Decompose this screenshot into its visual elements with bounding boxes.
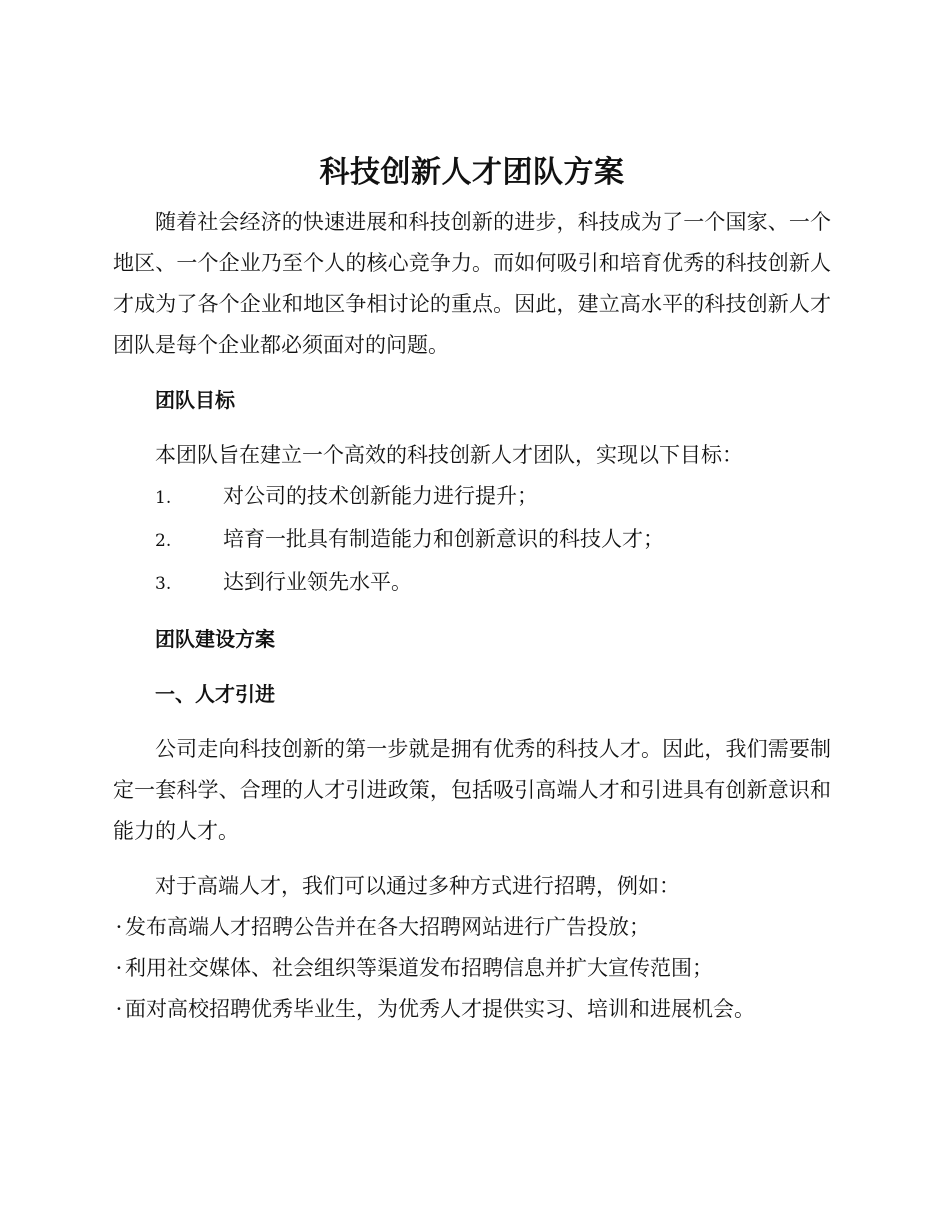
recruit-bullet-item [113,948,831,989]
goal-text: 达到行业领先水平。 [223,570,412,594]
talent-intro-paragraph: 公司走向科技创新的第一步就是拥有优秀的科技人才。因此，我们需要制定一套科学、合理的人才引进政策，包括吸引高端人才和引进具有创新意识和能力的人才。 [113,737,831,843]
goal-number: 1. [155,488,172,508]
goals-lead-paragraph: 本团队旨在建立一个高效的科技创新人才团队，实现以下目标： [155,443,743,467]
goal-list-item [113,519,831,562]
goal-text: 对公司的技术创新能力进行提升； [223,484,538,508]
bullet-dot-icon: · [115,956,123,980]
bullet-dot-icon: · [115,915,123,939]
bullet-dot-icon: · [115,997,123,1021]
goal-number: 3. [155,574,172,594]
goal-list-item [113,476,831,519]
recruit-bullet-item [113,907,831,948]
plan-heading: 团队建设方案 [155,627,275,651]
intro-paragraph: 随着社会经济的快速进展和科技创新的进步，科技成为了一个国家、一个地区、一个企业乃至个人的核心竞争力。而如何吸引和培育优秀的科技创新人才成为了各个企业和地区争相讨论的重点。因此，建立高水平的科技创新人才团队是每个企业都必须面对的问题。 [113,210,831,357]
recruit-bullet-item [113,989,831,1030]
bullet-text: 面对高校招聘优秀毕业生，为优秀人才提供实习、培训和进展机会。 [125,997,755,1021]
goal-text: 培育一批具有制造能力和创新意识的科技人才； [223,527,664,551]
goals-heading: 团队目标 [155,388,235,412]
bullet-text: 利用社交媒体、社会组织等渠道发布招聘信息并扩大宣传范围； [125,956,713,980]
goal-number: 2. [155,531,172,551]
document-content [113,148,831,1030]
goal-list-item [113,562,831,605]
talent-intro-subheading: 一、人才引进 [155,682,275,706]
high-end-talent-paragraph: 对于高端人才，我们可以通过多种方式进行招聘，例如： [155,874,680,898]
document-title: 科技创新人才团队方案 [319,155,625,190]
bullet-text: 发布高端人才招聘公告并在各大招聘网站进行广告投放； [125,915,650,939]
